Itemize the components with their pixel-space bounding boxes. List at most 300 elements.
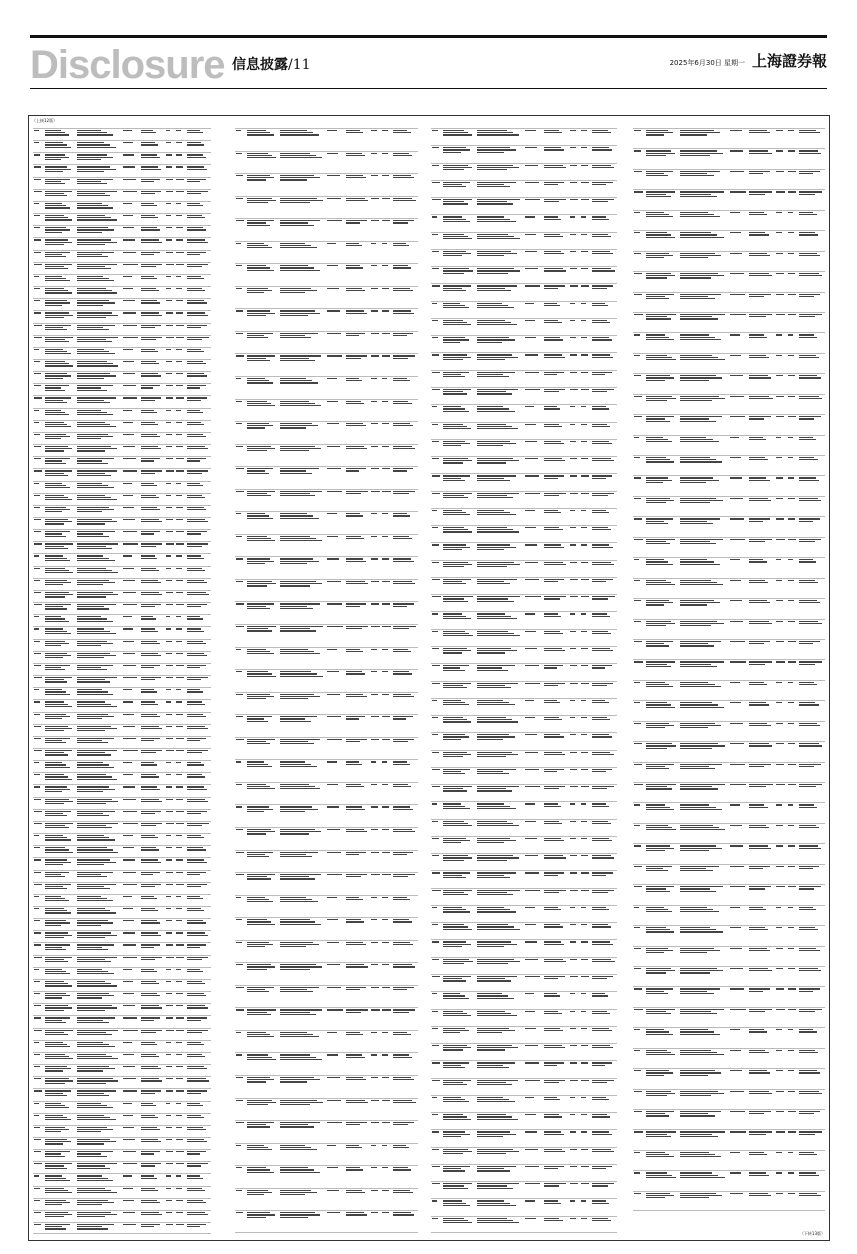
- table-cell: [76, 1016, 122, 1027]
- table-cell: [580, 699, 591, 715]
- table-cell: [44, 348, 76, 359]
- table-cell: [748, 149, 775, 168]
- table-cell: [645, 272, 680, 291]
- table-cell: [326, 309, 344, 331]
- table-cell: [543, 1130, 569, 1146]
- table-cell: [370, 828, 381, 850]
- table-cell: [175, 445, 186, 456]
- table-cell: [633, 149, 645, 168]
- table-cell: [140, 190, 165, 201]
- table-row: [431, 352, 617, 369]
- table-cell: [381, 400, 392, 422]
- table-cell: [679, 170, 729, 189]
- table-cell: [33, 603, 44, 614]
- table-cell: [279, 1121, 327, 1143]
- table-cell: [442, 647, 475, 663]
- table-cell: [524, 1165, 543, 1181]
- table-cell: [748, 456, 775, 475]
- table-cell: [580, 923, 591, 939]
- table-cell: [775, 865, 787, 884]
- table-cell: [729, 149, 748, 168]
- table-cell: [44, 725, 76, 736]
- table-cell: [775, 293, 787, 312]
- table-cell: [524, 630, 543, 646]
- table-cell: [345, 309, 371, 331]
- table-cell: [122, 287, 140, 298]
- table-cell: [345, 602, 371, 624]
- table-row: [235, 669, 418, 692]
- masthead: [30, 44, 827, 86]
- table-cell: [186, 579, 211, 590]
- table-cell: [476, 164, 524, 180]
- table-cell: [476, 1010, 524, 1026]
- table-row: [633, 475, 825, 495]
- table-cell: [729, 231, 748, 250]
- table-cell: [165, 530, 176, 541]
- table-cell: [140, 299, 165, 310]
- table-row: [235, 444, 418, 467]
- table-cell: [175, 469, 186, 480]
- table-row: [235, 196, 418, 219]
- table-cell: [140, 785, 165, 796]
- table-cell: [381, 1121, 392, 1143]
- table-cell: [186, 652, 211, 663]
- table-cell: [787, 640, 799, 659]
- table-cell: [442, 250, 475, 266]
- table-cell: [165, 846, 176, 857]
- table-cell: [524, 940, 543, 956]
- table-cell: [186, 457, 211, 468]
- table-cell: [569, 854, 580, 870]
- table-cell: [122, 238, 140, 249]
- table-cell: [633, 558, 645, 577]
- table-cell: [122, 396, 140, 407]
- table-cell: [679, 333, 729, 352]
- table-cell: [392, 1211, 418, 1232]
- table-cell: [775, 906, 787, 925]
- table-row: [235, 511, 418, 534]
- table-cell: [392, 828, 418, 850]
- table-cell: [175, 761, 186, 772]
- table-row: [431, 853, 617, 870]
- table-cell: [246, 670, 279, 692]
- table-cell: [524, 785, 543, 801]
- table-cell: [165, 579, 176, 590]
- table-cell: [591, 1182, 617, 1198]
- table-cell: [543, 1027, 569, 1043]
- table-cell: [165, 931, 176, 942]
- table-cell: [370, 332, 381, 354]
- table-cell: [442, 1113, 475, 1129]
- table-cell: [370, 1211, 381, 1232]
- table-cell: [44, 737, 76, 748]
- table-row: [633, 148, 825, 168]
- table-cell: [175, 1041, 186, 1052]
- table-cell: [326, 1076, 344, 1098]
- table-row: [235, 1143, 418, 1166]
- table-cell: [543, 612, 569, 628]
- table-cell: [76, 895, 122, 906]
- table-row: [33, 566, 211, 578]
- table-cell: [580, 802, 591, 818]
- table-cell: [165, 238, 176, 249]
- table-cell: [345, 851, 371, 873]
- table-cell: [122, 202, 140, 213]
- table-cell: [122, 457, 140, 468]
- table-cell: [165, 469, 176, 480]
- table-cell: [326, 851, 344, 873]
- table-cell: [580, 733, 591, 749]
- table-cell: [633, 701, 645, 720]
- table-cell: [645, 783, 680, 802]
- table-cell: [748, 354, 775, 373]
- table-cell: [326, 129, 344, 151]
- table-cell: [569, 1130, 580, 1146]
- table-cell: [543, 388, 569, 404]
- table-cell: [175, 1211, 186, 1222]
- table-cell: [235, 805, 246, 827]
- table-cell: [186, 384, 211, 395]
- table-cell: [76, 238, 122, 249]
- table-cell: [381, 873, 392, 895]
- table-cell: [543, 509, 569, 525]
- table-cell: [165, 1138, 176, 1149]
- table-cell: [524, 474, 543, 490]
- table-cell: [392, 129, 418, 151]
- table-cell: [569, 440, 580, 456]
- table-cell: [381, 377, 392, 399]
- table-cell: [392, 309, 418, 331]
- table-row: [633, 455, 825, 475]
- table-cell: [122, 943, 140, 954]
- table-row: [235, 872, 418, 895]
- table-cell: [679, 1192, 729, 1210]
- table-row: [633, 986, 825, 1006]
- table-cell: [392, 738, 418, 760]
- table-cell: [345, 219, 371, 241]
- table-cell: [431, 595, 442, 611]
- table-row: [431, 180, 617, 197]
- table-row: [431, 508, 617, 525]
- table-cell: [524, 716, 543, 732]
- table-cell: [175, 773, 186, 784]
- table-cell: [679, 1171, 729, 1190]
- table-cell: [140, 287, 165, 298]
- table-cell: [392, 715, 418, 737]
- table-cell: [140, 518, 165, 529]
- table-cell: [729, 885, 748, 904]
- table-cell: [165, 943, 176, 954]
- table-cell: [122, 1187, 140, 1198]
- table-cell: [748, 1049, 775, 1068]
- table-cell: [543, 889, 569, 905]
- table-cell: [748, 579, 775, 598]
- table-row: [33, 468, 211, 480]
- table-row: [33, 420, 211, 432]
- table-cell: [279, 174, 327, 196]
- table-cell: [748, 436, 775, 455]
- table-cell: [279, 805, 327, 827]
- table-cell: [476, 1199, 524, 1215]
- table-cell: [165, 153, 176, 164]
- table-cell: [431, 630, 442, 646]
- table-cell: [165, 518, 176, 529]
- table-cell: [370, 377, 381, 399]
- table-cell: [381, 1053, 392, 1075]
- table-cell: [591, 889, 617, 905]
- table-cell: [76, 360, 122, 371]
- table-cell: [246, 760, 279, 782]
- table-cell: [33, 1102, 44, 1113]
- table-cell: [140, 1162, 165, 1173]
- table-row: [633, 128, 825, 148]
- table-row: [633, 414, 825, 434]
- table-cell: [381, 602, 392, 624]
- table-cell: [392, 332, 418, 354]
- table-cell: [775, 374, 787, 393]
- table-cell: [246, 445, 279, 467]
- table-cell: [122, 1065, 140, 1076]
- table-row: [33, 152, 211, 164]
- table-cell: [370, 512, 381, 534]
- table-cell: [524, 1061, 543, 1077]
- table-cell: [246, 738, 279, 760]
- table-cell: [326, 512, 344, 534]
- table-cell: [246, 896, 279, 918]
- table-cell: [775, 620, 787, 639]
- table-cell: [787, 374, 799, 393]
- table-cell: [122, 433, 140, 444]
- table-cell: [633, 763, 645, 782]
- table-cell: [524, 871, 543, 887]
- table-cell: [798, 681, 825, 700]
- table-cell: [476, 906, 524, 922]
- table-cell: [76, 1211, 122, 1222]
- table-cell: [633, 231, 645, 250]
- table-cell: [775, 231, 787, 250]
- table-cell: [569, 768, 580, 784]
- table-cell: [431, 664, 442, 680]
- table-cell: [279, 1189, 327, 1211]
- table-cell: [679, 1130, 729, 1149]
- table-cell: [76, 1187, 122, 1198]
- table-cell: [729, 803, 748, 822]
- table-cell: [175, 895, 186, 906]
- table-cell: [33, 810, 44, 821]
- table-cell: [798, 436, 825, 455]
- table-cell: [787, 906, 799, 925]
- table-cell: [165, 311, 176, 322]
- table-cell: [645, 926, 680, 945]
- table-cell: [140, 360, 165, 371]
- table-cell: [44, 287, 76, 298]
- table-cell: [235, 445, 246, 467]
- table-cell: [748, 1110, 775, 1129]
- table-cell: [729, 538, 748, 557]
- table-cell: [326, 1189, 344, 1211]
- table-cell: [186, 469, 211, 480]
- table-cell: [442, 1217, 475, 1232]
- table-cell: [524, 302, 543, 318]
- table-cell: [186, 360, 211, 371]
- table-cell: [175, 688, 186, 699]
- table-cell: [381, 828, 392, 850]
- table-cell: [431, 164, 442, 180]
- table-cell: [345, 467, 371, 489]
- end-label: （下转13版）: [799, 1231, 825, 1236]
- table-cell: [569, 871, 580, 887]
- table-cell: [729, 558, 748, 577]
- table-cell: [442, 578, 475, 594]
- table-cell: [76, 457, 122, 468]
- table-cell: [381, 1008, 392, 1030]
- table-cell: [175, 1126, 186, 1137]
- table-row: [33, 894, 211, 906]
- table-cell: [442, 1096, 475, 1112]
- table-cell: [748, 885, 775, 904]
- table-cell: [235, 1053, 246, 1075]
- table-cell: [679, 967, 729, 986]
- table-row: [431, 128, 617, 145]
- table-cell: [381, 693, 392, 715]
- table-cell: [543, 1010, 569, 1026]
- table-cell: [476, 388, 524, 404]
- table-row: [33, 1186, 211, 1198]
- table-row: [33, 614, 211, 626]
- table-cell: [580, 543, 591, 559]
- table-cell: [569, 1010, 580, 1026]
- table-cell: [122, 384, 140, 395]
- table-row: [431, 404, 617, 421]
- table-cell: [580, 1148, 591, 1164]
- table-cell: [140, 676, 165, 687]
- table-cell: [543, 906, 569, 922]
- table-cell: [645, 865, 680, 884]
- table-cell: [543, 647, 569, 663]
- table-cell: [44, 822, 76, 833]
- table-cell: [476, 440, 524, 456]
- table-cell: [122, 579, 140, 590]
- table-cell: [679, 538, 729, 557]
- table-cell: [543, 578, 569, 594]
- table-row: [431, 1095, 617, 1112]
- table-cell: [175, 1089, 186, 1100]
- table-cell: [165, 178, 176, 189]
- table-cell: [431, 284, 442, 300]
- table-cell: [775, 660, 787, 679]
- table-cell: [476, 198, 524, 214]
- table-row: [633, 292, 825, 312]
- table-row: [633, 1068, 825, 1088]
- table-cell: [175, 421, 186, 432]
- table-row: [235, 1165, 418, 1188]
- table-row: [235, 782, 418, 805]
- table-cell: [235, 400, 246, 422]
- table-cell: [729, 333, 748, 352]
- table-cell: [787, 476, 799, 495]
- table-cell: [175, 846, 186, 857]
- table-cell: [787, 824, 799, 843]
- table-cell: [580, 405, 591, 421]
- table-cell: [381, 986, 392, 1008]
- table-cell: [140, 822, 165, 833]
- table-cell: [729, 1130, 748, 1149]
- table-row: [33, 639, 211, 651]
- table-cell: [633, 783, 645, 802]
- table-cell: [524, 457, 543, 473]
- table-row: [633, 332, 825, 352]
- table-cell: [543, 595, 569, 611]
- table-cell: [580, 388, 591, 404]
- table-cell: [279, 1053, 327, 1075]
- table-cell: [476, 889, 524, 905]
- table-cell: [345, 332, 371, 354]
- table-cell: [76, 956, 122, 967]
- table-cell: [591, 1044, 617, 1060]
- table-row: [431, 974, 617, 991]
- table-cell: [580, 992, 591, 1008]
- table-cell: [476, 751, 524, 767]
- table-row: [33, 651, 211, 663]
- table-cell: [122, 737, 140, 748]
- table-cell: [370, 1099, 381, 1121]
- table-cell: [44, 457, 76, 468]
- table-row: [431, 594, 617, 611]
- table-cell: [392, 805, 418, 827]
- table-cell: [44, 603, 76, 614]
- table-cell: [392, 264, 418, 286]
- table-cell: [33, 518, 44, 529]
- table-cell: [748, 1192, 775, 1210]
- table-cell: [44, 324, 76, 335]
- table-cell: [431, 1061, 442, 1077]
- table-row: [33, 967, 211, 979]
- table-cell: [392, 557, 418, 579]
- table-cell: [246, 467, 279, 489]
- table-cell: [381, 918, 392, 940]
- table-cell: [442, 940, 475, 956]
- table-row: [33, 663, 211, 675]
- table-cell: [679, 313, 729, 332]
- table-cell: [381, 648, 392, 670]
- table-cell: [569, 682, 580, 698]
- table-cell: [431, 854, 442, 870]
- table-cell: [235, 332, 246, 354]
- table-cell: [633, 844, 645, 863]
- table-cell: [33, 700, 44, 711]
- table-cell: [370, 152, 381, 174]
- table-cell: [140, 640, 165, 651]
- table-cell: [442, 561, 475, 577]
- table-cell: [476, 267, 524, 283]
- table-cell: [76, 773, 122, 784]
- table-cell: [246, 197, 279, 219]
- table-cell: [44, 153, 76, 164]
- table-cell: [246, 219, 279, 241]
- table-cell: [122, 372, 140, 383]
- table-cell: [679, 272, 729, 291]
- table-cell: [431, 1130, 442, 1146]
- table-cell: [186, 907, 211, 918]
- table-cell: [44, 238, 76, 249]
- table-cell: [33, 494, 44, 505]
- table-row: [235, 1075, 418, 1098]
- table-cell: [569, 474, 580, 490]
- table-cell: [44, 1004, 76, 1015]
- table-cell: [140, 761, 165, 772]
- table-cell: [370, 535, 381, 557]
- table-cell: [175, 798, 186, 809]
